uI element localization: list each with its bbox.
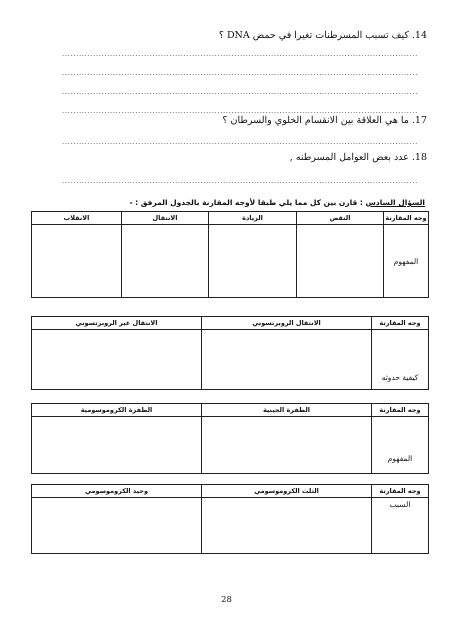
header-cell: الزيادة (209, 212, 297, 225)
question-text: عدد بعض العوامل المسرطنه , (289, 152, 409, 163)
answer-cell[interactable] (32, 225, 122, 298)
row-label: السبب (372, 498, 429, 554)
header-cell: وجه المقارنة (372, 404, 429, 417)
question-number: 17. (411, 115, 427, 126)
row-label: المفهوم (384, 225, 429, 298)
table-row (32, 498, 429, 554)
answer-cell[interactable] (209, 225, 297, 298)
comparison-table-1 (31, 211, 429, 298)
table-header-row (32, 485, 429, 498)
answer-cell[interactable] (32, 330, 202, 390)
page-number: 28 (221, 595, 232, 605)
header-cell: الانتقال غير الروبرتسوني (32, 317, 202, 330)
sixth-question-text: : قارن بين كل مما يلي طبقا لأوجه المقارنة بالجدول المرفق : - (129, 198, 366, 207)
question-number: 14. (411, 30, 427, 41)
header-cell: الانتقال (122, 212, 209, 225)
header-cell: وحيد الكروموسومي (32, 485, 202, 498)
answer-cell[interactable] (32, 417, 202, 474)
answer-line[interactable] (62, 69, 418, 77)
answer-line[interactable] (62, 88, 418, 96)
table-row (32, 225, 429, 298)
answer-line[interactable] (62, 107, 418, 115)
answer-line[interactable] (62, 50, 418, 58)
question-text: ما هي العلاقة بين الانقسام الخلوي والسرطان ؟ (222, 115, 409, 126)
header-cell: النقص (297, 212, 384, 225)
question-number: 18. (411, 152, 427, 163)
header-cell: الثلث الكروموسومي (202, 485, 372, 498)
table-row (32, 417, 429, 474)
comparison-table-3 (31, 403, 429, 474)
table-row (32, 330, 429, 390)
question-14 (219, 30, 427, 42)
answer-line[interactable] (62, 138, 418, 146)
answer-cell[interactable] (202, 330, 372, 390)
question-text: كيف تسبب المسرطنات تغيرا في حمض DNA ؟ (218, 30, 409, 41)
table-header-row (32, 212, 429, 225)
answer-cell[interactable] (202, 417, 372, 474)
comparison-table-2 (31, 316, 429, 390)
answer-cell[interactable] (122, 225, 209, 298)
header-cell: الطفرة الجينية (202, 404, 372, 417)
header-cell: وجه المقارنة (372, 485, 429, 498)
sixth-question-heading (129, 198, 425, 207)
comparison-table-4 (31, 484, 429, 554)
question-17 (222, 115, 427, 127)
answer-cell[interactable] (202, 498, 372, 554)
row-label: كيفية حدوثه (372, 330, 429, 390)
sixth-question-label: السؤال السادس (365, 198, 425, 207)
header-cell: وجه المقارنة (384, 212, 429, 225)
header-cell: الطفرة الكروموسومية (32, 404, 202, 417)
header-cell: وجه المقارنة (372, 317, 429, 330)
table-header-row (32, 317, 429, 330)
question-18 (290, 152, 427, 164)
answer-line[interactable] (62, 177, 418, 185)
header-cell: الانتقال الروبرتسوني (202, 317, 372, 330)
header-cell: الانقلاب (32, 212, 122, 225)
answer-cell[interactable] (32, 498, 202, 554)
answer-cell[interactable] (297, 225, 384, 298)
row-label: المفهوم (372, 417, 429, 474)
table-header-row (32, 404, 429, 417)
